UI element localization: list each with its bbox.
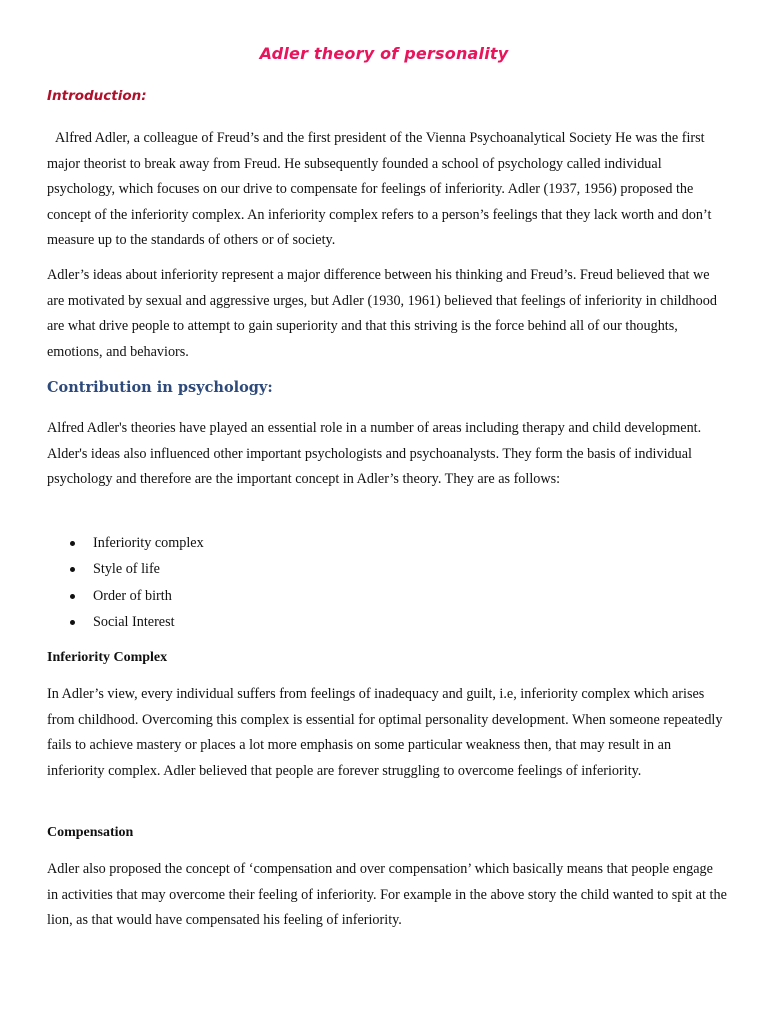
list-item-label: Style of life — [93, 561, 160, 578]
inferiority-complex-heading: Inferiority Complex — [47, 650, 168, 665]
bullet-icon — [70, 594, 75, 599]
list-item — [47, 583, 204, 609]
list-item — [47, 609, 204, 635]
concept-list — [47, 530, 204, 635]
compensation-paragraph: Adler also proposed the concept of ‘compensation and over compensation’ which basically means that people engage in activities that may overcome their feeling of inferiority. For example in the above story the child wanted to spit at the lion, as that would have compensated his feeling of inferiority. — [47, 861, 727, 928]
contribution-heading: Contribution in psychology: — [47, 379, 273, 396]
introduction-heading: Introduction: — [47, 88, 147, 104]
bullet-icon — [70, 567, 75, 572]
inferiority-complex-paragraph: In Adler’s view, every individual suffers from feelings of inadequacy and guilt, i.e, inferiority complex which arises from childhood. Overcoming this complex is essential for optimal personality development. When someone repeatedly fails to achieve mastery or places a lot more emphasis on some particular weakness then, that may result in an inferiority complex. Adler believed that people are forever struggling to overcome feelings of inferiority. — [47, 686, 723, 779]
list-item-label: Inferiority complex — [93, 535, 204, 551]
list-item-label: Order of birth — [93, 587, 172, 604]
compensation-heading: Compensation — [47, 825, 134, 840]
list-item-label: Social Interest — [93, 613, 175, 630]
intro-paragraph-2: Adler’s ideas about inferiority represent a major difference between his thinking and Freud’s. Freud believed that we are motivated by sexual and aggressive urges, but Adler (1930, 1961) believed that feelings of inferiority in childhood are what drive people to attempt to gain superiority and that this striving is the force behind all of our thoughts, emotions, and behaviors. — [47, 267, 717, 360]
bullet-icon — [70, 541, 75, 546]
bullet-icon — [70, 620, 75, 625]
list-item — [47, 556, 204, 582]
intro-paragraph-1: Alfred Adler, a colleague of Freud’s and the first president of the Vienna Psychoanalytical Society He was the first major theorist to break away from Freud. He subsequently founded a school of psychology called individual psychology, which focuses on our drive to compensate for feelings of inferiority. Adler (1937, 1956) proposed the concept of the inferiority complex. An inferiority complex refers to a person’s feelings that they lack worth and don’t measure up to the standards of others or of society. — [47, 130, 712, 248]
document-title: Adler theory of personality — [259, 44, 509, 63]
list-item — [47, 530, 204, 556]
contribution-paragraph: Alfred Adler's theories have played an essential role in a number of areas including therapy and child development. Alder's ideas also influenced other important psychologists and psychoanalysts. They form the basis of individual psychology and therefore are the important concept in Adler’s theory. They are as follows: — [47, 420, 702, 487]
